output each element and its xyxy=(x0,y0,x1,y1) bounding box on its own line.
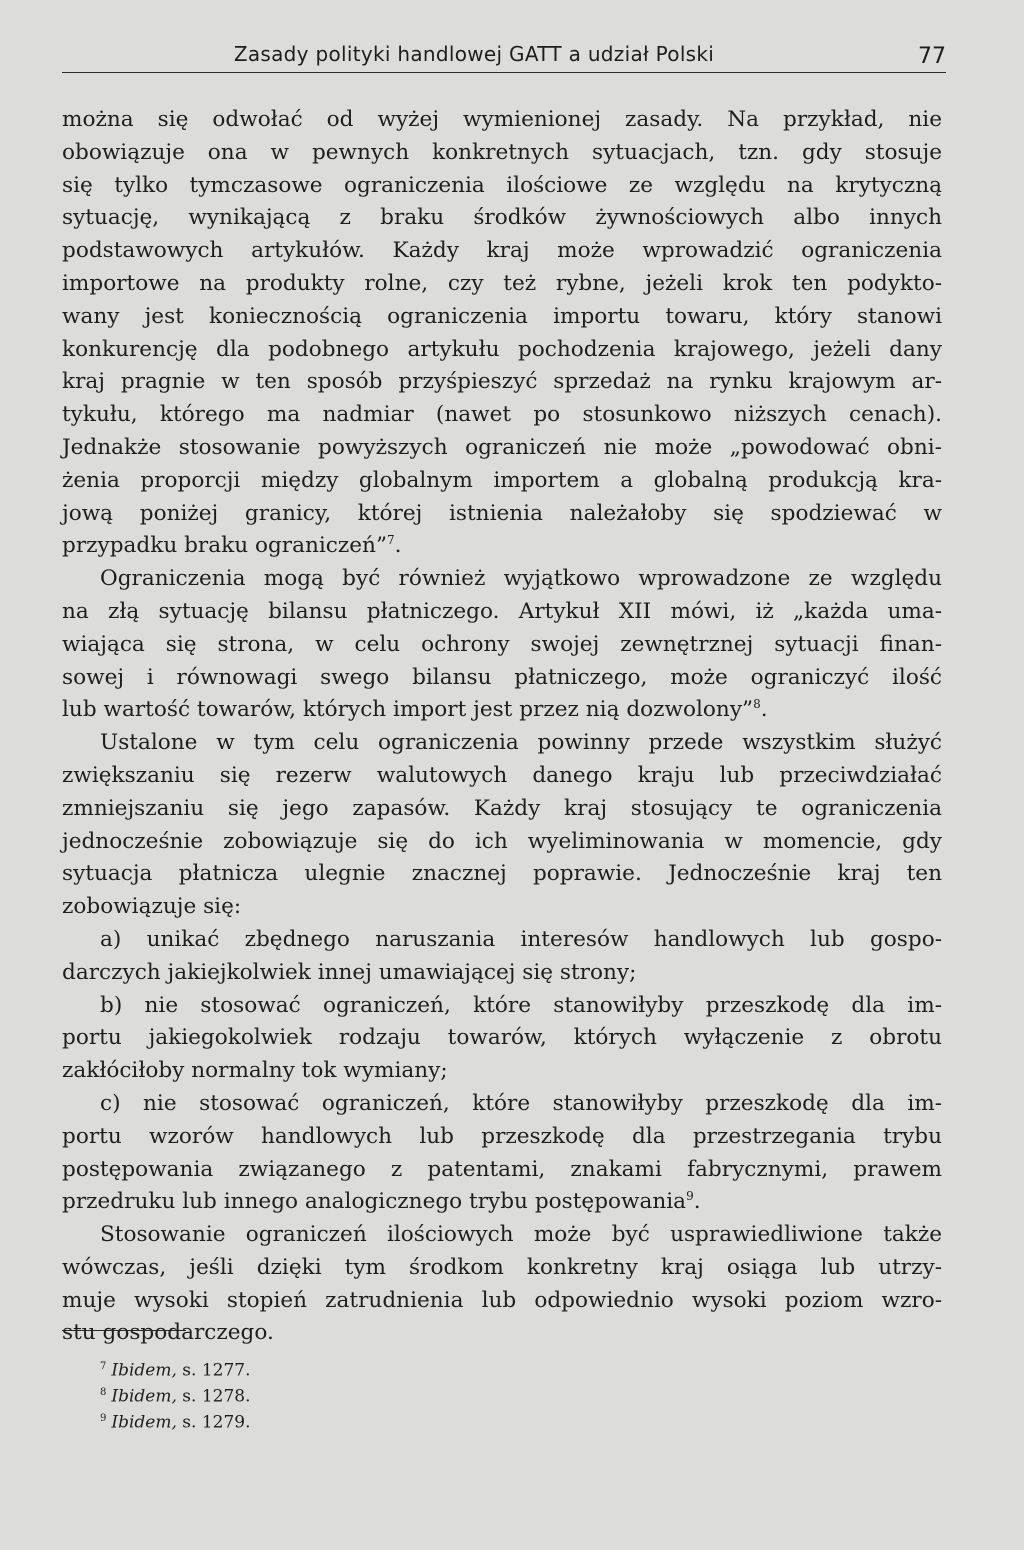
line-text: wany jest koniecznością ograniczenia importu towaru, który stanowi xyxy=(62,303,942,329)
text-line xyxy=(62,235,942,268)
text-line xyxy=(62,399,942,432)
line-text: portu jakiegokolwiek rodzaju towarów, których wyłączenie z obrotu xyxy=(62,1025,942,1051)
line-text: zmniejszaniu się jego zapasów. Każdy kraj stosujący te ograniczenia xyxy=(62,795,942,821)
line-text: się tylko tymczasowe ograniczenia ilościowe ze względu na krytyczną xyxy=(62,172,942,198)
footnote-reference: 7 xyxy=(387,533,395,548)
line-text: postępowania związanego z patentami, znakami fabrycznymi, prawem xyxy=(62,1156,942,1182)
text-line xyxy=(62,1022,942,1055)
line-text: konkurencję dla podobnego artykułu pochodzenia krajowego, jeżeli dany xyxy=(62,336,942,362)
footnote-page: s. 1277. xyxy=(182,1360,251,1381)
line-text: importowe na produkty rolne, czy też rybne, jeżeli krok ten podykto- xyxy=(62,270,942,296)
line-text: a) unikać zbędnego naruszania interesów handlowych lub gospo- xyxy=(100,926,942,952)
text-line xyxy=(62,1317,942,1350)
line-text: kraj pragnie w ten sposób przyśpieszyć sprzedaż na rynku krajowym ar- xyxy=(62,369,942,395)
line-text: zakłóciłoby normalny tok wymiany; xyxy=(62,1058,448,1084)
text-line xyxy=(62,366,942,399)
line-text: tykułu, którego ma nadmiar (nawet po stosunkowo niższych cenach). xyxy=(62,402,942,428)
line-text: darczych jakiejkolwiek innej umawiającej się strony; xyxy=(62,959,637,985)
footnote-page: s. 1278. xyxy=(182,1386,251,1407)
text-line xyxy=(62,924,942,957)
running-head xyxy=(62,40,946,73)
line-text: jednocześnie zobowiązuje się do ich wyeliminowania w momencie, gdy xyxy=(62,828,942,854)
line-text: wówczas, jeśli dzięki tym środkom konkretny kraj osiąga lub utrzy- xyxy=(62,1254,942,1280)
footnote xyxy=(100,1354,251,1380)
text-line xyxy=(62,662,942,695)
text-line xyxy=(62,1055,942,1088)
line-text: obowiązuje ona w pewnych konkretnych sytuacjach, tzn. gdy stosuje xyxy=(62,139,942,165)
line-trailing-punctuation: . xyxy=(394,533,402,559)
line-text: wiająca się strona, w celu ochrony swojej zewnętrznej sytuacji finan- xyxy=(62,631,942,657)
text-line xyxy=(62,1219,942,1252)
text-line xyxy=(62,629,942,662)
line-text: na złą sytuację bilansu płatniczego. Artykuł XII mówi, iż „każda uma- xyxy=(62,598,942,624)
line-text: można się odwołać od wyżej wymienionej zasady. Na przykład, nie xyxy=(62,107,942,132)
text-line xyxy=(62,202,942,235)
text-line xyxy=(62,334,942,367)
line-text: Stosowanie ograniczeń ilościowych może być usprawiedliwione także xyxy=(100,1222,942,1248)
text-line xyxy=(62,137,942,170)
footnote-source: Ibidem, xyxy=(111,1412,177,1433)
body-text xyxy=(62,104,942,1350)
text-line xyxy=(62,432,942,465)
text-line xyxy=(62,1252,942,1285)
line-text: c) nie stosować ograniczeń, które stanowiłyby przeszkodę dla im- xyxy=(100,1090,942,1116)
footnote-mark: 8 xyxy=(100,1387,107,1398)
footnote xyxy=(100,1380,251,1406)
text-line xyxy=(62,760,942,793)
line-text: zwiększaniu się rezerw walutowych danego kraju lub przeciwdziałać xyxy=(62,762,942,788)
line-text: podstawowych artykułów. Każdy kraj może wprowadzić ograniczenia xyxy=(62,238,942,264)
footnote-mark: 9 xyxy=(100,1413,107,1424)
text-line xyxy=(62,301,942,334)
text-line xyxy=(62,596,942,629)
line-text: sowej i równowagi swego bilansu płatniczego, może ograniczyć ilość xyxy=(62,664,942,690)
text-line xyxy=(62,957,942,990)
text-line xyxy=(62,727,942,760)
footnote-page: s. 1279. xyxy=(182,1412,251,1433)
line-text: lub wartość towarów, których import jest przez nią dozwolony” xyxy=(62,697,754,723)
text-line xyxy=(62,858,942,891)
footnote-mark: 7 xyxy=(100,1361,107,1372)
text-line xyxy=(62,1154,942,1187)
text-line xyxy=(62,694,942,727)
footnote-reference: 9 xyxy=(686,1189,694,1204)
text-line xyxy=(62,563,942,596)
footnote-rule xyxy=(62,1330,186,1331)
footnotes xyxy=(100,1354,251,1432)
line-text: zobowiązuje się: xyxy=(62,894,242,920)
line-text: stu gospodarczego. xyxy=(62,1320,274,1346)
line-text: żenia proporcji między globalnym importem a globalną produkcją kra- xyxy=(62,467,942,493)
running-title: Zasady polityki handlowej GATT a udział Polski xyxy=(233,42,715,66)
line-text: Ograniczenia mogą być również wyjątkowo wprowadzone ze względu xyxy=(100,566,942,592)
footnote xyxy=(100,1406,251,1432)
footnote-reference: 8 xyxy=(753,697,761,712)
footnote-source: Ibidem, xyxy=(111,1386,177,1407)
line-text: muje wysoki stopień zatrudnienia lub odpowiednio wysoki poziom wzro- xyxy=(62,1287,942,1313)
text-line xyxy=(62,465,942,498)
text-line xyxy=(62,826,942,859)
text-line xyxy=(62,530,942,563)
line-text: Jednakże stosowanie powyższych ograniczeń nie może „powodować obni- xyxy=(62,434,942,460)
line-text: sytuacja płatnicza ulegnie znacznej poprawie. Jednocześnie kraj ten xyxy=(62,861,942,887)
text-line xyxy=(62,104,942,137)
text-line xyxy=(62,1088,942,1121)
text-line xyxy=(62,170,942,203)
line-text: jową poniżej granicy, której istnienia należałoby się spodziewać w xyxy=(62,500,942,526)
line-trailing-punctuation: . xyxy=(760,697,768,723)
page-number: 77 xyxy=(918,44,946,69)
text-line xyxy=(62,793,942,826)
line-text: przedruku lub innego analogicznego trybu postępowania xyxy=(62,1189,687,1215)
text-line xyxy=(62,990,942,1023)
text-line xyxy=(62,1285,942,1318)
text-line xyxy=(62,1121,942,1154)
text-line xyxy=(62,268,942,301)
line-text: portu wzorów handlowych lub przeszkodę dla przestrzegania trybu xyxy=(62,1123,942,1149)
line-text: Ustalone w tym celu ograniczenia powinny przede wszystkim służyć xyxy=(100,730,942,756)
line-text: przypadku braku ograniczeń” xyxy=(62,533,388,559)
line-trailing-punctuation: . xyxy=(693,1189,701,1215)
text-line xyxy=(62,891,942,924)
line-text: b) nie stosować ograniczeń, które stanowiłyby przeszkodę dla im- xyxy=(100,992,942,1018)
text-line xyxy=(62,498,942,531)
footnote-source: Ibidem, xyxy=(111,1360,177,1381)
line-text: sytuację, wynikającą z braku środków żywnościowych albo innych xyxy=(62,205,942,231)
text-line xyxy=(62,1186,942,1219)
